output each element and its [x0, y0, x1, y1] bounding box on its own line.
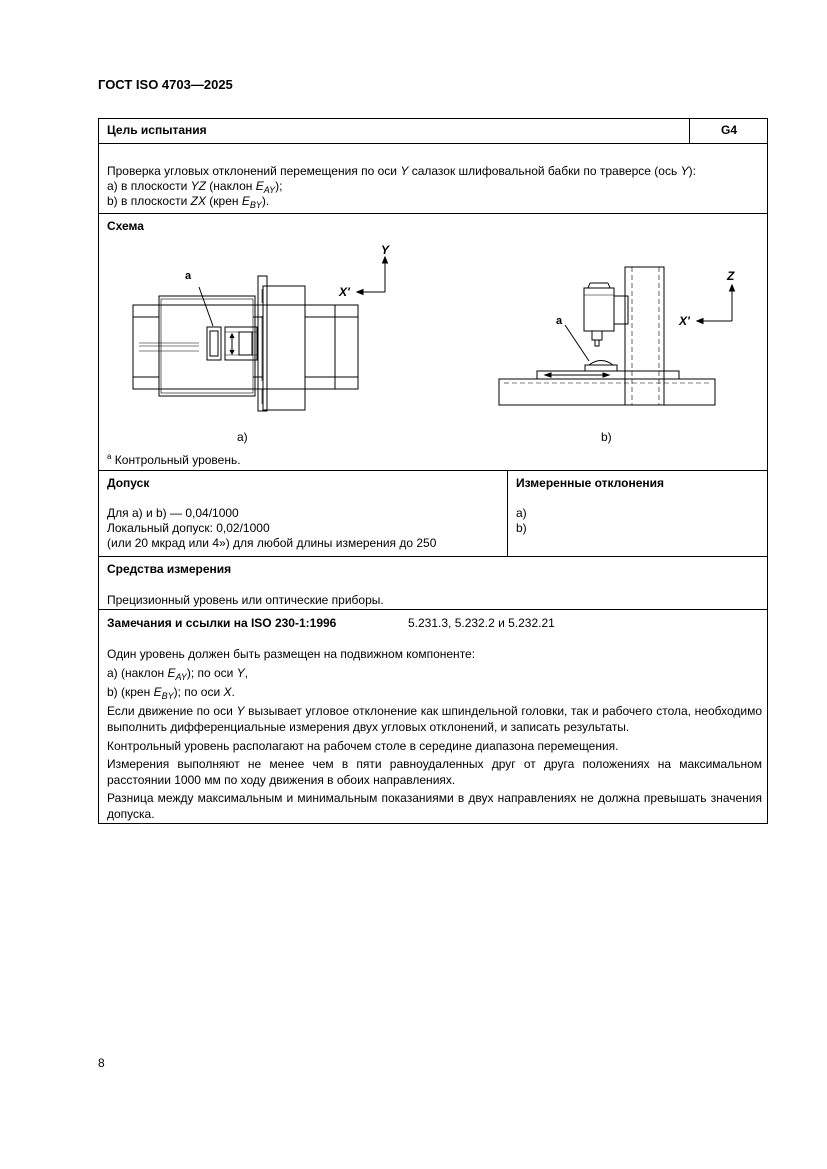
remarks-p5: Контрольный уровень располагают на рабочем столе в середине диапазона перемещения. [107, 739, 619, 753]
diagram-a [133, 257, 388, 411]
divider [99, 470, 767, 471]
axis-z-label: Z [727, 269, 735, 283]
measured-label: Измеренные отклонения [516, 476, 665, 490]
scheme-drawings [99, 119, 767, 469]
axis-x-label-b: X' [679, 314, 690, 328]
divider [99, 556, 767, 557]
remarks-p2: a) (наклон $E_{AY}$); по оси Y, [107, 666, 249, 682]
axis-y-label: Y [381, 243, 390, 257]
divider [507, 470, 508, 556]
remarks-refs: 5.231.3, 5.232.2 и 5.232.21 [408, 616, 555, 630]
diagram-b [499, 267, 735, 405]
callout-a-left: a [185, 270, 192, 282]
scheme-label: Схема [107, 219, 144, 233]
tolerance-line-1: Для а) и b) — 0,04/1000 [107, 506, 239, 520]
instruments-text: Прецизионный уровень или оптические приборы. [107, 593, 384, 607]
remarks-p4: Если движение по оси Y вызывает угловое отклонение как шпиндельной головки, так и рабочего стола, необходимо выполнить дифференциальные измерения двух угловых отклонений, и записать результаты. [107, 704, 763, 734]
axis-x-label-a: X' [339, 285, 350, 299]
purpose-line-2: a) в плоскости YZ (наклон $E_{AY}$); [107, 179, 283, 195]
purpose-line-1: Проверка угловых отклонений перемещения по оси Y салазок шлифовальной бабки по траверсе (ось Y): [107, 164, 696, 178]
test-code: G4 [721, 123, 738, 137]
purpose-label: Цель испытания [107, 123, 207, 137]
remarks-p3: b) (крен $E_{BY}$); по оси X. [107, 685, 235, 701]
caption-a: a) [237, 430, 248, 444]
remarks-p6: Измерения выполняют не менее чем в пяти равноудаленных друг от друга положениях на максимальном расстоянии 1000 мм по ходу движения в обоих направлениях. [107, 757, 762, 787]
tolerance-line-2: Локальный допуск: 0,02/1000 [107, 521, 270, 535]
caption-b: b) [601, 430, 612, 444]
purpose-line-3: b) в плоскости ZX (крен $E_{BY}$). [107, 194, 270, 210]
measured-a: a) [516, 506, 527, 520]
tolerance-label: Допуск [107, 476, 150, 490]
remarks-p1: Один уровень должен быть размещен на подвижном компоненте: [107, 647, 476, 661]
scheme-footnote: $^a$ Контрольный уровень. [107, 452, 241, 467]
test-table [98, 118, 768, 824]
measured-b: b) [516, 521, 527, 535]
instruments-label: Средства измерения [107, 562, 232, 576]
callout-a-right: a [556, 315, 563, 327]
remarks-p7: Разница между максимальным и минимальным показаниями в двух направлениях не должна превышать значения допуска. [107, 791, 762, 821]
divider [99, 609, 767, 610]
tolerance-line-3: (или 20 мкрад или 4») для любой длины измерения до 250 [107, 536, 437, 550]
document-header: ГОСТ ISO 4703—2025 [98, 77, 233, 92]
remarks-label: Замечания и ссылки на ISO 230-1:1996 [107, 616, 337, 630]
page-number: 8 [98, 1056, 105, 1070]
